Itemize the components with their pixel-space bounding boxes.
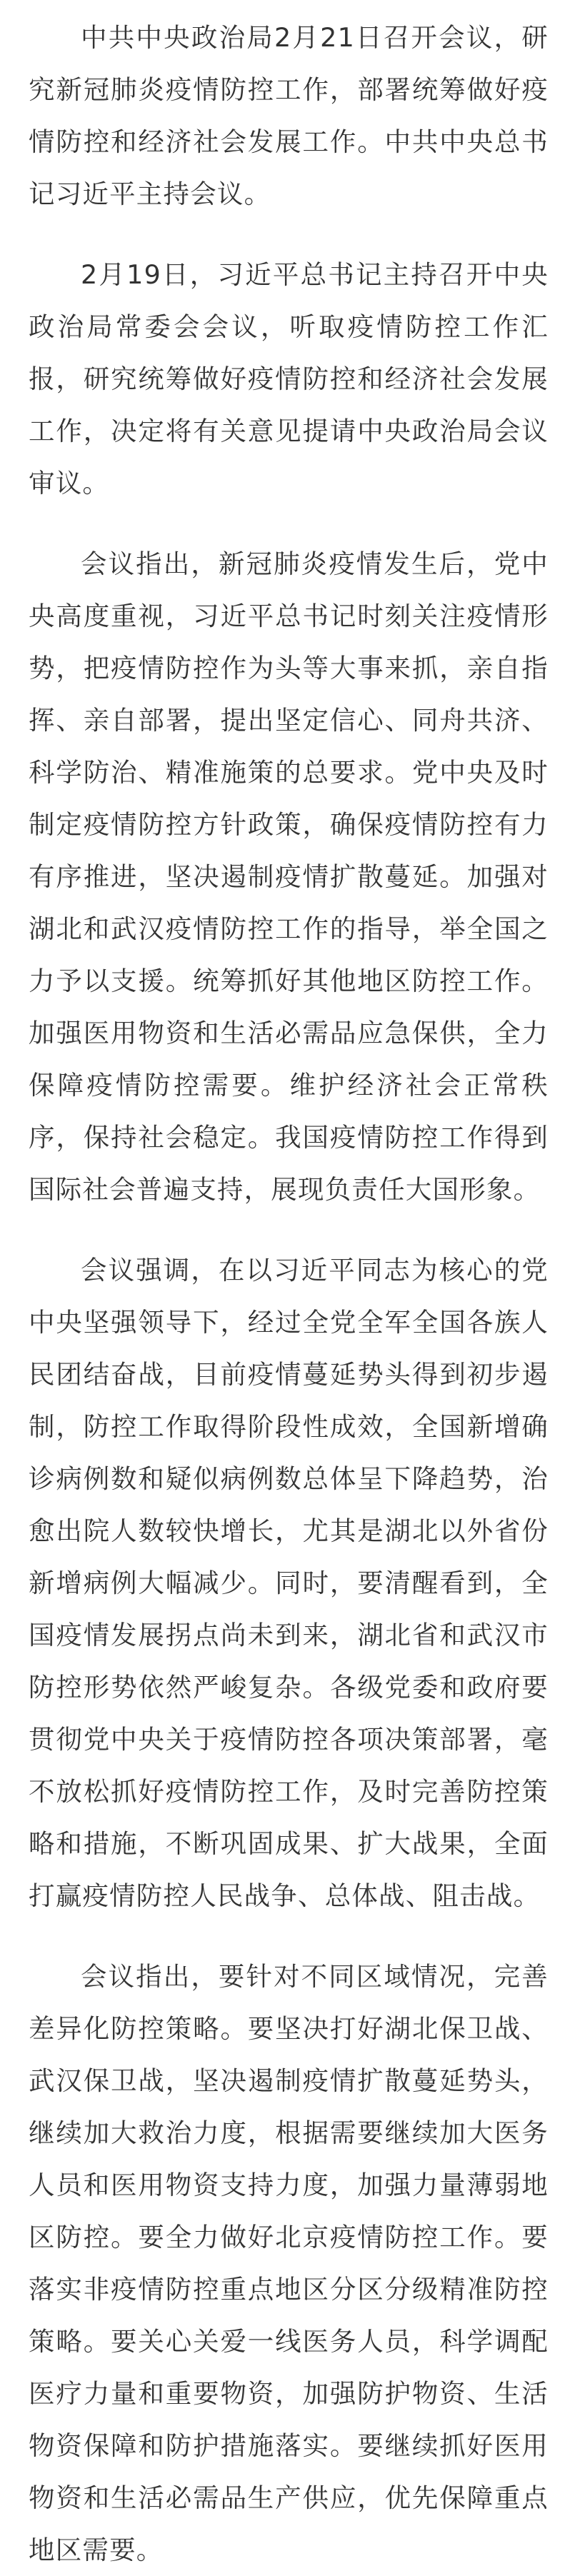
article-paragraph-1: 中共中央政治局2月21日召开会议，研究新冠肺炎疫情防控工作，部署统筹做好疫情防控和经济社会发展工作。中共中央总书记习近平主持会议。 (29, 22, 549, 209)
article-paragraph-5: 会议指出，要针对不同区域情况，完善差异化防控策略。要坚决打好湖北保卫战、武汉保卫战，坚决遏制疫情扩散蔓延势头，继续加大救治力度，根据需要继续加大医务人员和医用物资支持力度，加强力量薄弱地区防控。要全力做好北京疫情防控工作。要落实非疫情防控重点地区分区分级精准防控策略。要关心关爱一线医务人员，科学调配医疗力量和重要物资，加强防护物资、生活物资保障和防护措施落实。要继续抓好医用物资和生活必需品生产供应，优先保障重点地区需要。 (29, 1961, 549, 2565)
article-paragraph-4: 会议强调，在以习近平同志为核心的党中央坚强领导下，经过全党全军全国各族人民团结奋战，目前疫情蔓延势头得到初步遏制，防控工作取得阶段性成效，全国新增确诊病例数和疑似病例数总体呈下降趋势，治愈出院人数较快增长，尤其是湖北以外省份新增病例大幅减少。同时，要清醒看到，全国疫情发展拐点尚未到来，湖北省和武汉市防控形势依然严峻复杂。各级党委和政府要贯彻党中央关于疫情防控各项决策部署，毫不放松抓好疫情防控工作，及时完善防控策略和措施，不断巩固成果、扩大战果，全面打赢疫情防控人民战争、总体战、阻击战。 (29, 1255, 549, 1911)
article-paragraph-3: 会议指出，新冠肺炎疫情发生后，党中央高度重视，习近平总书记时刻关注疫情形势，把疫情防控作为头等大事来抓，亲自指挥、亲自部署，提出坚定信心、同舟共济、科学防治、精准施策的总要求。党中央及时制定疫情防控方针政策，确保疫情防控有力有序推进，坚决遏制疫情扩散蔓延。加强对湖北和武汉疫情防控工作的指导，举全国之力予以支援。统筹抓好其他地区防控工作。加强医用物资和生活必需品应急保供，全力保障疫情防控需要。维护经济社会正常秩序，保持社会稳定。我国疫情防控工作得到国际社会普遍支持，展现负责任大国形象。 (29, 548, 549, 1205)
article-paragraph-2: 2月19日，习近平总书记主持召开中央政治局常委会会议，听取疫情防控工作汇报，研究统筹做好疫情防控和经济社会发展工作，决定将有关意见提请中央政治局会议审议。 (29, 259, 549, 498)
